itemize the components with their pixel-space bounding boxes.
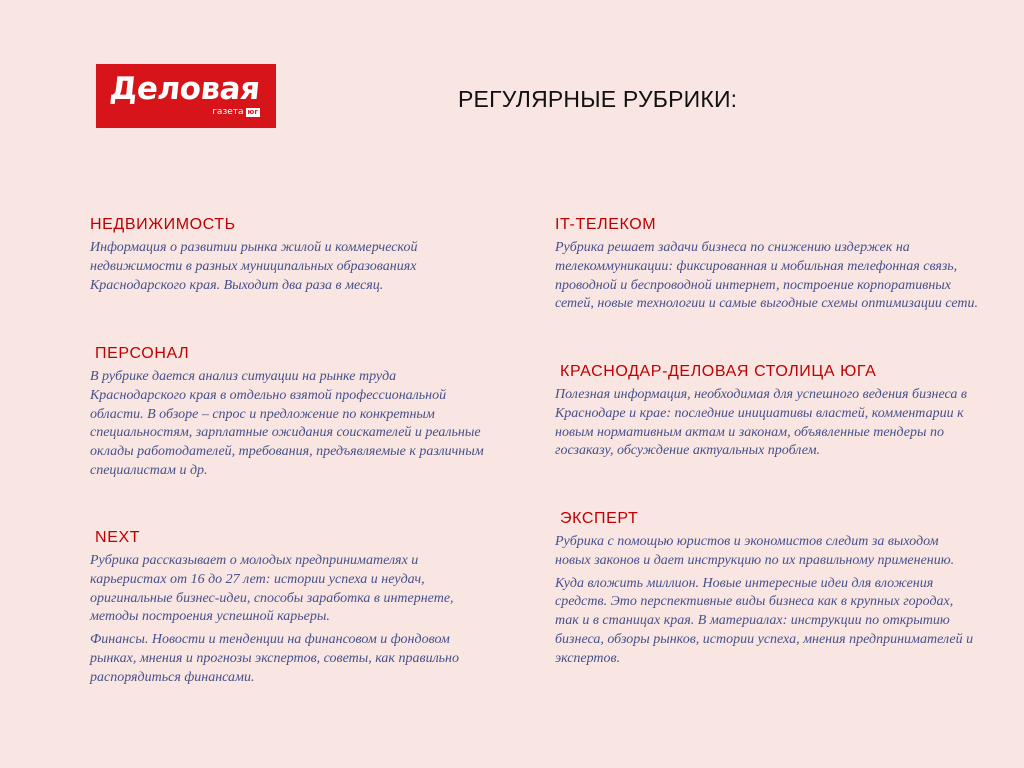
- section-heading: NEXT: [90, 529, 141, 546]
- section-text: Информация о развитии рынка жилой и коммерческой недвижимости в разных муниципальных образованиях Краснодарского края. Выходит два раза в месяц.: [90, 240, 418, 293]
- section-personnel: [90, 345, 495, 481]
- section-heading: IT-ТЕЛЕКОМ: [555, 216, 657, 233]
- logo-sub-text: газета: [212, 107, 244, 117]
- section-heading: ПЕРСОНАЛ: [90, 345, 190, 362]
- section-text: Рубрика с помощью юристов и экономистов следит за выходом новых законов и дает инструкцию по их правильному применению.: [555, 534, 955, 568]
- section-heading: ЭКСПЕРТ: [555, 510, 639, 527]
- section-it-telecom: [555, 216, 980, 314]
- section-text: Финансы. Новости и тенденции на финансовом и фондовом рынках, мнения и прогнозы экспертов, советы, как правильно распорядиться финансами.: [90, 632, 459, 685]
- section-text: Куда вложить миллион. Новые интересные идеи для вложения средств. Это перспективные виды бизнеса как в крупных городах, так и в станицах края. В материалах: инструкции по открытию бизнеса, обзоры рынков, истории успеха, мнения предпринимателей и экспертов.: [555, 575, 974, 666]
- section-text: Полезная информация, необходимая для успешного ведения бизнеса в Краснодаре и крае: последние инициативы властей, комментарии к новым нормативным актам и законам, объявленные тендеры по госзаказу, обсуждение актуальных проблем.: [555, 387, 967, 459]
- section-heading: КРАСНОДАР-ДЕЛОВАЯ СТОЛИЦА ЮГА: [555, 363, 877, 380]
- page-title: РЕГУЛЯРНЫЕ РУБРИКИ:: [458, 86, 738, 112]
- section-krasnodar: [555, 363, 980, 461]
- logo-subtitle: [212, 107, 260, 117]
- section-expert: [555, 510, 975, 669]
- section-next: [90, 529, 490, 688]
- logo-name: Деловая: [108, 71, 262, 107]
- section-text: Рубрика решает задачи бизнеса по снижению издержек на телекоммуникации: фиксированная и мобильная телефонная связь, проводной и беспроводной интернет, построение корпоративных сетей, новые технологии и самые выгодные схемы оптимизации сети.: [555, 240, 979, 312]
- section-text: Рубрика рассказывает о молодых предпринимателях и карьеристах от 16 до 27 лет: истории успеха и неудач, оригинальные бизнес-идеи, способы заработка в интернете, методы построения успешной карьеры.: [90, 553, 454, 625]
- logo-tag: юг: [247, 107, 258, 116]
- section-heading: НЕДВИЖИМОСТЬ: [90, 216, 236, 233]
- section-text: В рубрике дается анализ ситуации на рынке труда Краснодарского края в отдельно взятой профессиональной области. В обзоре – спрос и предложение по конкретным специальностям, зарплатные ожидания соискателей и реальные оклады работодателей, требования, предъявляемые к различным специалистам и др.: [90, 369, 484, 478]
- section-realty: [90, 216, 490, 295]
- newspaper-logo: [96, 64, 276, 128]
